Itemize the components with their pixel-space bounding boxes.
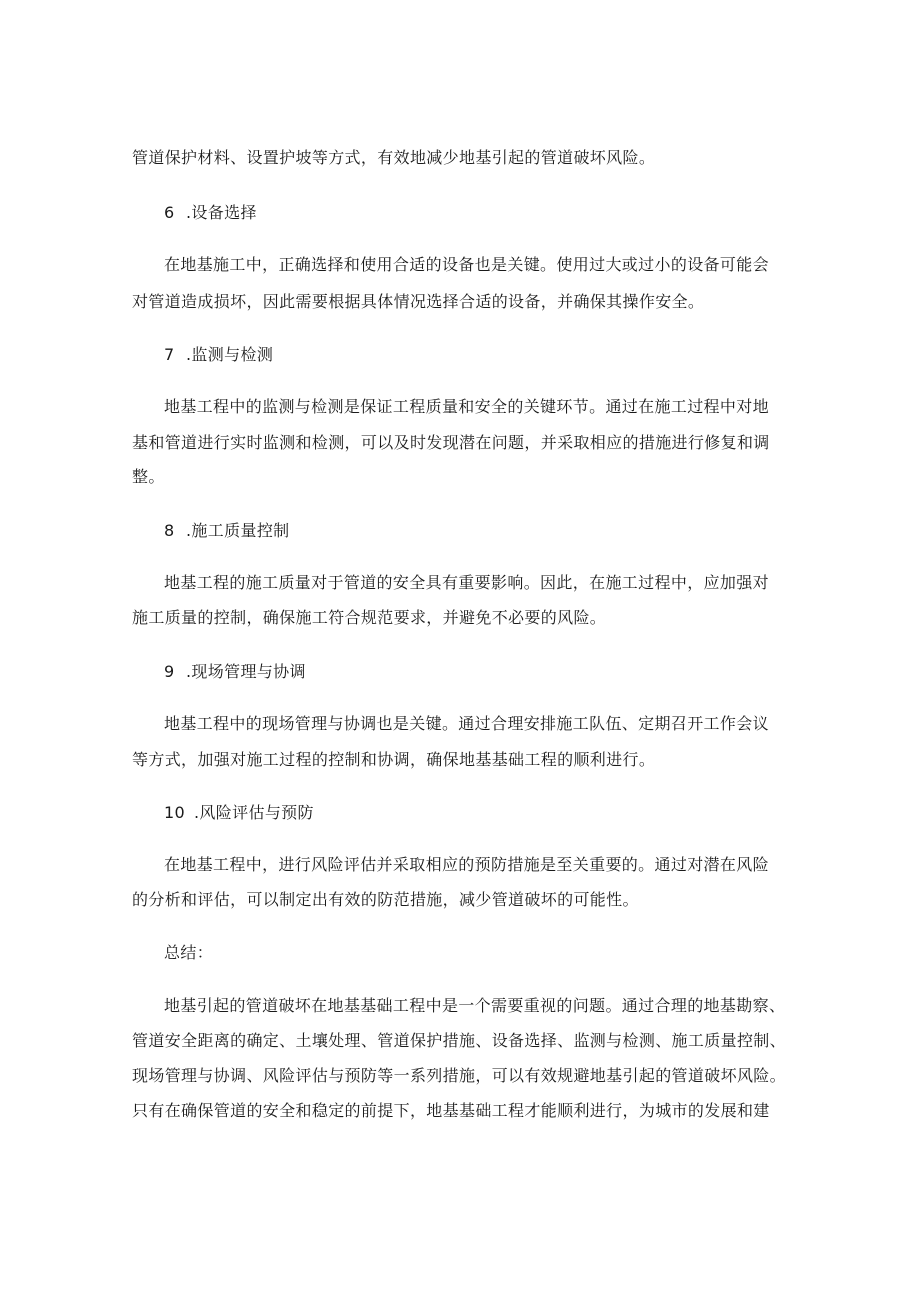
summary-line: 只有在确保管道的安全和稳定的前提下，地基基础工程才能顺利进行，为城市的发展和建 <box>132 1101 770 1120</box>
summary-line: 地基引起的管道破坏在地基基础工程中是一个需要重视的问题。通过合理的地基勘察、 <box>164 996 786 1015</box>
paragraph-line: 在地基施工中，正确选择和使用合适的设备也是关键。使用过大或过小的设备可能会 <box>164 255 769 274</box>
section-number: 10 <box>164 803 186 822</box>
section-number: 7 <box>164 345 175 364</box>
section-heading-7 <box>164 345 273 365</box>
section-title: .设备选择 <box>186 203 257 222</box>
paragraph-line: 的分析和评估，可以制定出有效的防范措施，减少管道破坏的可能性。 <box>132 890 639 909</box>
section-number: 9 <box>164 662 175 681</box>
paragraph-line: 地基工程中的监测与检测是保证工程质量和安全的关键环节。通过在施工过程中对地 <box>164 397 769 416</box>
section-title: .监测与检测 <box>186 345 274 364</box>
intro-paragraph-line: 管道保护材料、设置护坡等方式，有效地减少地基引起的管道破坏风险。 <box>132 148 656 167</box>
section-heading-9 <box>164 662 306 682</box>
paragraph-line: 在地基工程中，进行风险评估并采取相应的预防措施是至关重要的。通过对潜在风险 <box>164 855 769 874</box>
section-heading-10 <box>164 803 314 823</box>
paragraph-line: 施工质量的控制，确保施工符合规范要求，并避免不必要的风险。 <box>132 608 607 627</box>
section-title: .现场管理与协调 <box>186 662 306 681</box>
paragraph-line: 整。 <box>132 467 165 486</box>
summary-line: 现场管理与协调、风险评估与预防等一系列措施，可以有效规避地基引起的管道破坏风险。 <box>132 1066 787 1085</box>
section-number: 8 <box>164 521 175 540</box>
paragraph-line: 对管道造成损坏，因此需要根据具体情况选择合适的设备，并确保其操作安全。 <box>132 292 705 311</box>
section-heading-6 <box>164 203 257 223</box>
paragraph-line: 基和管道进行实时监测和检测，可以及时发现潜在问题，并采取相应的措施进行修复和调 <box>132 433 770 452</box>
section-title: .施工质量控制 <box>186 521 290 540</box>
summary-label: 总结： <box>164 943 214 962</box>
section-title: .风险评估与预防 <box>194 803 314 822</box>
paragraph-line: 地基工程中的现场管理与协调也是关键。通过合理安排施工队伍、定期召开工作会议 <box>164 714 769 733</box>
paragraph-line: 等方式，加强对施工过程的控制和协调，确保地基基础工程的顺利进行。 <box>132 750 656 769</box>
section-heading-8 <box>164 521 290 541</box>
summary-line: 管道安全距离的确定、土壤处理、管道保护措施、设备选择、监测与检测、施工质量控制、 <box>132 1031 787 1050</box>
paragraph-line: 地基工程的施工质量对于管道的安全具有重要影响。因此，在施工过程中，应加强对 <box>164 573 769 592</box>
section-number: 6 <box>164 203 175 222</box>
